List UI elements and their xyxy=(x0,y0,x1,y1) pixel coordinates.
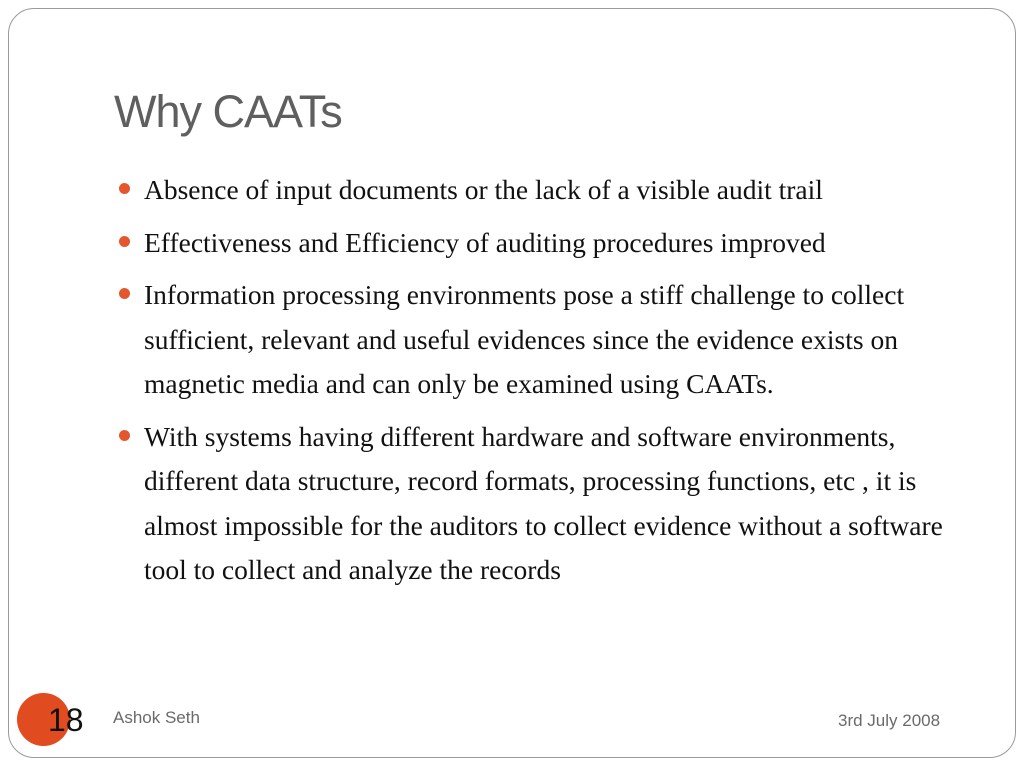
bullet-item xyxy=(144,221,984,266)
bullet-item xyxy=(144,273,984,407)
bullet-dot-icon xyxy=(119,430,130,441)
slide-title: Why CAATs xyxy=(114,86,342,137)
bullet-item xyxy=(144,415,984,593)
bullet-dot-icon xyxy=(119,183,130,194)
bullet-text: Absence of input documents or the lack of a visible audit trail xyxy=(144,174,823,205)
footer-date: 3rd July 2008 xyxy=(838,711,941,730)
bullet-dot-icon xyxy=(119,236,130,247)
footer-author: Ashok Seth xyxy=(113,708,200,727)
bullet-item xyxy=(144,168,984,213)
page-number: 18 xyxy=(48,702,84,738)
bullet-text: Effectiveness and Efficiency of auditing procedures improved xyxy=(144,226,826,258)
bullet-list xyxy=(144,168,984,601)
bullet-dot-icon xyxy=(119,288,130,299)
bullet-text: Information processing environments pose a stiff challenge to collect sufficient, relevant and useful evidences since the evidence exists on magnetic media and can only be examined using CAATs. xyxy=(144,279,905,399)
bullet-text: With systems having different hardware and software environments, different data structure, record formats, processing functions, etc , it is almost impossible for the auditors to collect evidence without a software tool to collect and analyze the records xyxy=(144,420,943,585)
